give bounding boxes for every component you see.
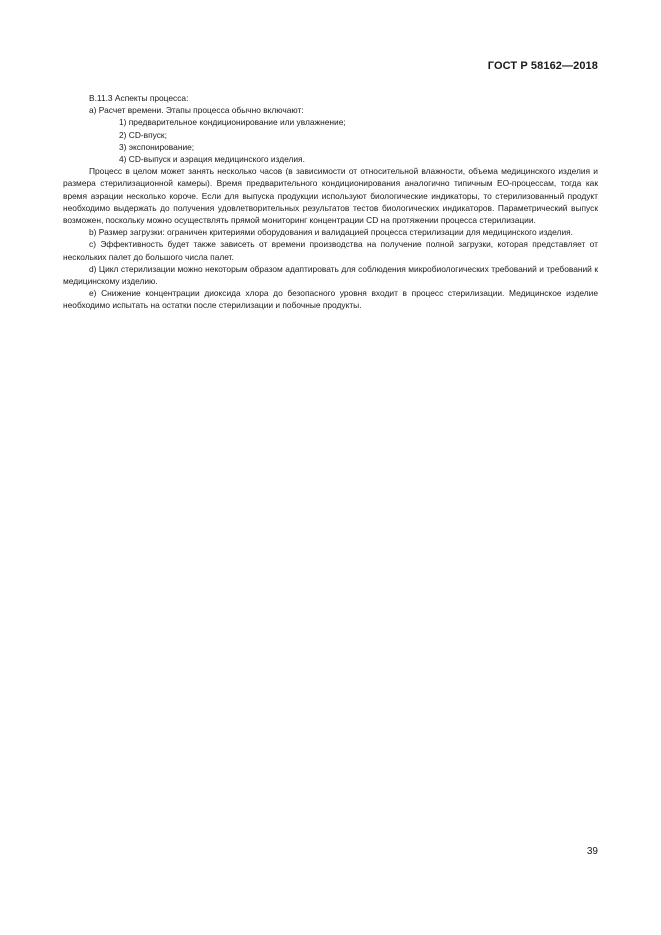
- step-item: 3) экспонирование;: [119, 141, 195, 152]
- page-number: 39: [586, 846, 598, 857]
- process-paragraph: Процесс в целом может занять несколько часов (в зависимости от относительной влажности, объема медицинского изделия и размера стерилизационной камеры). Время предварительного кондиционирования аналогично типичным ЕО-процессам, тогда как время аэрации несколько короче. Если для выпуска продукции используют биологические индикаторы, то стерилизованный продукт необходимо выдержать до получения удовлетворительных результатов тестов биологических индикаторов. Параметрический выпуск возможен, поскольку можно осуществлять прямой мониторинг концентрации CD на протяжении процесса стерилизации.: [63, 166, 598, 226]
- list-item-a: a) Расчет времени. Этапы процесса обычно включают:: [89, 105, 304, 116]
- document-body: [63, 92, 598, 312]
- list-item-c: c) Эффективность будет также зависеть от времени производства на получение полной загрузки, которая представляет от нескольких палет до большого числа палет.: [63, 239, 598, 262]
- step-item: 1) предварительное кондиционирование или увлажнение;: [119, 117, 346, 128]
- document-standard-number: ГОСТ Р 58162—2018: [487, 60, 598, 72]
- list-item-d: d) Цикл стерилизации можно некоторым образом адаптировать для соблюдения микробиологических требований и требований к медицинскому изделию.: [63, 263, 598, 287]
- list-item-e: e) Снижение концентрации диоксида хлора до безопасного уровня входит в процесс стерилизации. Медицинское изделие необходимо испытать на остатки после стерилизации и побочные продукты.: [63, 288, 598, 311]
- list-item-b: b) Размер загрузки: ограничен критериями оборудования и валидацией процесса стерилизации для медицинского изделия.: [89, 227, 573, 238]
- step-item: 2) CD-впуск;: [119, 129, 167, 140]
- section-heading: В.11.3 Аспекты процесса:: [89, 93, 189, 103]
- step-item: 4) CD-выпуск и аэрация медицинского изделия.: [119, 154, 305, 165]
